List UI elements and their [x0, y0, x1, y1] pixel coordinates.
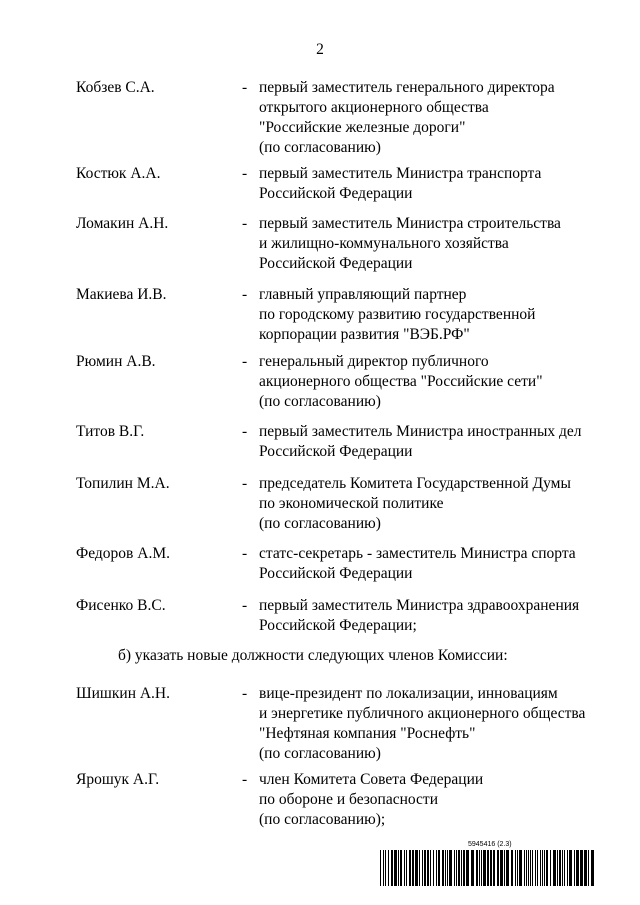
barcode-bar	[576, 850, 579, 886]
barcode-bar	[447, 850, 448, 886]
dash: -	[242, 286, 248, 303]
dash: -	[242, 475, 248, 492]
barcode-bar	[544, 850, 545, 886]
barcode-bar	[528, 850, 529, 886]
member-position	[259, 684, 604, 764]
barcode-bar	[564, 850, 565, 886]
barcode-bar	[574, 850, 575, 886]
barcode-bar	[524, 850, 525, 886]
position-line: "Российские железные дороги"	[259, 119, 466, 136]
barcode-bar	[588, 850, 589, 886]
member-name: Титов В.Г.	[76, 423, 145, 440]
member-name: Макиева И.В.	[76, 286, 167, 303]
barcode-bar	[500, 850, 503, 886]
barcode-bar	[569, 850, 572, 886]
barcode-bar	[394, 850, 397, 886]
member-position	[259, 474, 604, 534]
barcode-bar	[580, 850, 583, 886]
barcode-bar	[479, 850, 480, 886]
position-line: Российской Федерации	[259, 185, 413, 202]
position-line: первый заместитель генерального директора	[259, 79, 555, 96]
barcode-bar	[466, 850, 469, 886]
member-position	[259, 214, 604, 274]
barcode-bar	[388, 850, 389, 886]
member-position	[259, 544, 604, 584]
barcode-bar	[424, 850, 426, 886]
member-name: Рюмин А.В.	[76, 353, 156, 370]
position-line: и жилищно-коммунального хозяйства	[259, 235, 509, 252]
section-b-heading: б) указать новые должности следующих членов Комиссии:	[118, 647, 508, 664]
barcode-bar	[567, 850, 568, 886]
barcode-bar	[461, 850, 462, 886]
barcode-bar	[412, 850, 414, 886]
barcode-bar	[430, 850, 431, 886]
barcode-bar	[454, 850, 455, 886]
dash: -	[242, 685, 248, 702]
barcode-bar	[436, 850, 437, 886]
barcode-bar	[553, 850, 556, 886]
position-line: Российской Федерации	[259, 565, 413, 582]
barcode-bar	[497, 850, 499, 886]
position-line: первый заместитель Министра иностранных дел	[259, 423, 582, 440]
member-name: Фисенко В.С.	[76, 597, 166, 614]
barcode-bar	[400, 850, 402, 886]
position-line: по обороне и безопасности	[259, 791, 438, 808]
dash: -	[242, 165, 248, 182]
page-number: 2	[316, 41, 324, 58]
barcode-bar	[422, 850, 423, 886]
barcode-bar	[463, 850, 465, 886]
barcode-bar	[471, 850, 474, 886]
barcode-bar	[445, 850, 446, 886]
barcode-bar	[438, 850, 440, 886]
barcode-bar	[559, 850, 561, 886]
barcode-bar	[409, 850, 411, 886]
dash: -	[242, 423, 248, 440]
position-line: член Комитета Совета Федерации	[259, 771, 484, 788]
dash: -	[242, 771, 248, 788]
position-line: по экономической политике	[259, 495, 444, 512]
member-position	[259, 596, 604, 636]
position-line: первый заместитель Министра строительства	[259, 215, 561, 232]
barcode-bar	[542, 850, 543, 886]
barcode-bar	[517, 850, 518, 886]
barcode-bar	[546, 850, 548, 886]
member-name: Костюк А.А.	[76, 165, 161, 182]
barcode-bar	[404, 850, 405, 886]
barcode-bar	[406, 850, 407, 886]
position-line: (по согласованию)	[259, 139, 381, 156]
dash: -	[242, 353, 248, 370]
position-line: корпорации развития "ВЭБ.РФ"	[259, 326, 470, 343]
position-line: Российской Федерации	[259, 443, 413, 460]
barcode-bar	[532, 850, 533, 886]
barcode-bar	[515, 850, 516, 886]
position-line: (по согласованию)	[259, 515, 381, 532]
dash: -	[242, 597, 248, 614]
barcode-bar	[584, 850, 587, 886]
member-position	[259, 78, 604, 158]
member-name: Федоров А.М.	[76, 545, 170, 562]
barcode-bar	[458, 850, 460, 886]
barcode-bar	[562, 850, 563, 886]
barcode-bar	[415, 850, 418, 886]
barcode-bar	[427, 850, 429, 886]
barcode-bar	[591, 850, 594, 886]
member-position	[259, 164, 604, 204]
barcode-bar	[487, 850, 489, 886]
barcode-bar	[385, 850, 386, 886]
position-line: генеральный директор публичного	[259, 353, 489, 370]
barcode-bar	[506, 850, 509, 886]
barcode-bar	[557, 850, 558, 886]
position-line: статс-секретарь - заместитель Министра спорта	[259, 545, 576, 562]
position-line: по городскому развитию государственной	[259, 306, 536, 323]
position-line: (по согласованию)	[259, 745, 381, 762]
barcode-bar	[449, 850, 452, 886]
position-line: первый заместитель Министра транспорта	[259, 165, 542, 182]
member-name: Ломакин А.Н.	[76, 215, 169, 232]
position-line: и энергетике публичного акционерного общества	[259, 705, 586, 722]
dash: -	[242, 215, 248, 232]
barcode-bar	[526, 850, 527, 886]
position-line: главный управляющий партнер	[259, 286, 467, 303]
position-line: акционерного общества "Российские сети"	[259, 373, 543, 390]
position-line: первый заместитель Министра здравоохранения	[259, 597, 580, 614]
barcode-bar	[535, 850, 536, 886]
barcode-bar	[476, 850, 478, 886]
position-line: (по согласованию);	[259, 811, 386, 828]
barcode-bar	[391, 850, 393, 886]
barcode-bar	[483, 850, 486, 886]
barcode-bar	[504, 850, 505, 886]
dash: -	[242, 545, 248, 562]
barcode-bar	[530, 850, 531, 886]
barcode-bar	[511, 850, 513, 886]
position-line: вице-президент по локализации, инновациям	[259, 685, 558, 702]
barcode-bar	[550, 850, 551, 886]
member-name: Кобзев С.А.	[76, 79, 155, 96]
barcode-label: 5945416 (2.3)	[468, 841, 512, 848]
barcode-bar	[456, 850, 457, 886]
position-line: Российской Федерации	[259, 255, 413, 272]
position-line: Российской Федерации;	[259, 617, 417, 634]
barcode-icon	[380, 850, 594, 886]
barcode-bar	[493, 850, 495, 886]
member-name: Шишкин А.Н.	[76, 685, 170, 702]
barcode-bar	[442, 850, 444, 886]
barcode-bar	[540, 850, 541, 886]
barcode-bar	[419, 850, 420, 886]
barcode-bar	[481, 850, 482, 886]
barcode-bar	[537, 850, 538, 886]
position-line: открытого акционерного общества	[259, 99, 489, 116]
barcode-bar	[398, 850, 399, 886]
barcode-bar	[519, 850, 522, 886]
member-name: Ярошук А.Г.	[76, 771, 160, 788]
document-barcode	[380, 840, 594, 890]
barcode-bar	[383, 850, 384, 886]
dash: -	[242, 79, 248, 96]
member-name: Топилин М.А.	[76, 475, 170, 492]
member-position	[259, 770, 604, 830]
member-position	[259, 285, 604, 345]
barcode-bar	[490, 850, 492, 886]
position-line: "Нефтяная компания "Роснефть"	[259, 725, 476, 742]
barcode-bar	[433, 850, 434, 886]
position-line: председатель Комитета Государственной Думы	[259, 475, 571, 492]
position-line: (по согласованию)	[259, 393, 381, 410]
member-position	[259, 422, 604, 462]
barcode-bar	[380, 850, 381, 886]
member-position	[259, 352, 604, 412]
